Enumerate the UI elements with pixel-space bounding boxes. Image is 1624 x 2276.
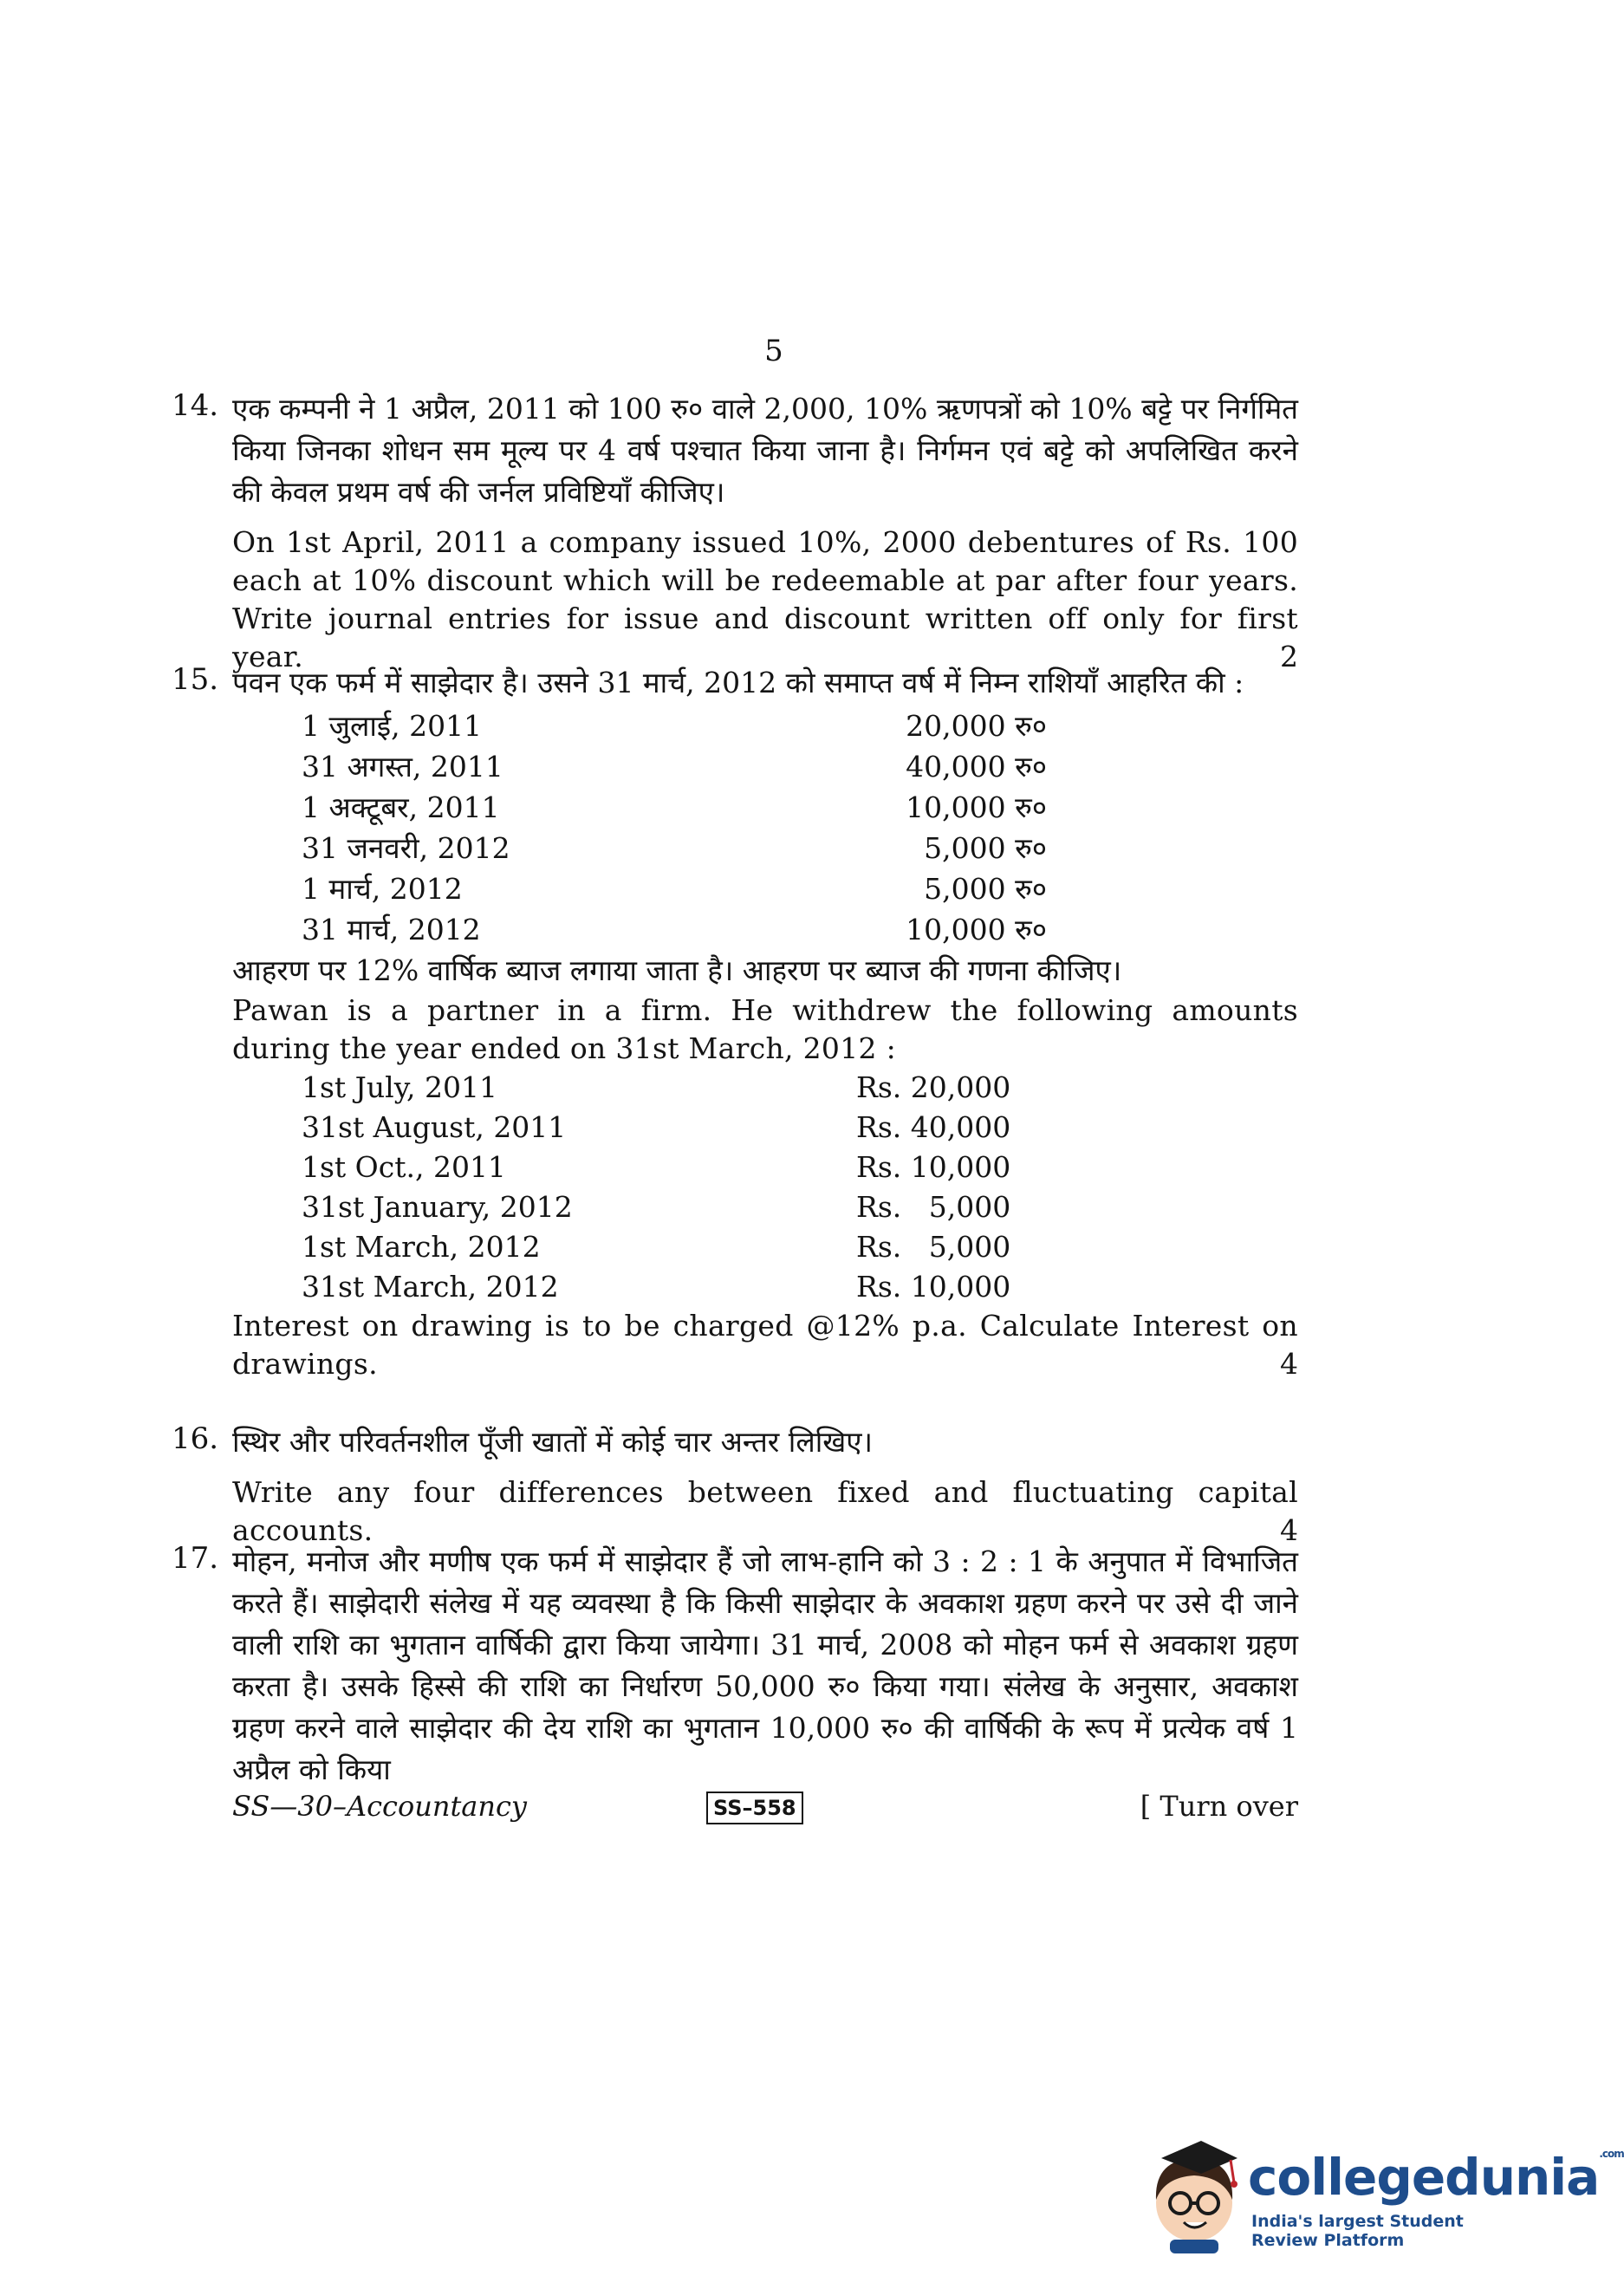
brand-tld: .com: [1599, 2148, 1624, 2160]
drawing-row: [302, 828, 1047, 868]
drawing-date: 31 जनवरी, 2012: [302, 831, 510, 865]
question-english: On 1st April, 2011 a company issued 10%, 2000 debentures of Rs. 100 each at 10% discount which will be redeemable at par after four years. Write journal entries for issue and discount written off only for first year.: [232, 525, 1298, 673]
drawing-amount: 10,000 रु०: [906, 913, 1047, 946]
question-number: 15.: [172, 662, 219, 697]
drawing-date: 1st July, 2011: [302, 1070, 497, 1104]
drawing-date: 1 जुलाई, 2011: [302, 709, 483, 743]
drawing-amount: Rs. 5,000: [856, 1190, 1011, 1224]
drawing-amount: 10,000 रु०: [906, 790, 1047, 824]
question-english: Write any four differences between fixed and fluctuating capital accounts.: [232, 1475, 1298, 1547]
drawing-row: [302, 1068, 1047, 1108]
question-marks: 4: [1280, 1513, 1298, 1547]
question-hindi: एक कम्पनी ने 1 अप्रैल, 2011 को 100 रु० वाले 2,000, 10% ऋणपत्रों को 10% बट्टे पर निर्गमित किया जिनका शोधन सम मूल्य पर 4 वर्ष पश्चात किया जाना है। निर्गमन एवं बट्टे को अपलिखित करने की केवल प्रथम वर्ष की जर्नल प्रविष्टियाँ कीजिए।: [232, 392, 1298, 509]
turn-over-note: [ Turn over: [1140, 1790, 1298, 1823]
drawing-amount: Rs. 20,000: [856, 1070, 1011, 1104]
drawing-date: 1 मार्च, 2012: [302, 872, 463, 906]
page-number: 5: [764, 334, 783, 368]
question-14: [172, 388, 1298, 676]
paper-code: SS—30–Accountancy: [232, 1790, 527, 1823]
question-marks: 4: [1280, 1347, 1298, 1381]
drawing-date: 1st Oct., 2011: [302, 1150, 506, 1184]
question-hindi: मोहन, मनोज और मणीष एक फर्म में साझेदार हैं जो लाभ-हानि को 3 : 2 : 1 के अनुपात में विभाजित करते हैं। साझेदारी संलेख में यह व्यवस्था है कि किसी साझेदार के अवकाश ग्रहण करने पर उसे दी जाने वाली राशि का भुगतान वार्षिकी द्वारा किया जायेगा। 31 मार्च, 2008 को मोहन फर्म से अवकाश ग्रहण करता है। उसके हिस्से की राशि का निर्धारण 50,000 रु० किया गया। संलेख के अनुसार, अवकाश ग्रहण करने वाले साझेदार की देय राशि का भुगतान 10,000 रु० की वार्षिकी के रूप में प्रत्येक वर्ष 1 अप्रैल को किया: [232, 1544, 1298, 1786]
drawing-row: [302, 1267, 1047, 1307]
collegedunia-watermark: [1144, 2132, 1624, 2253]
drawing-amount: 40,000 रु०: [906, 750, 1047, 784]
question-number: 14.: [172, 388, 219, 423]
hindi-drawings-list: [302, 706, 1047, 950]
drawing-amount: Rs. 40,000: [856, 1110, 1011, 1144]
drawing-amount: Rs. 10,000: [856, 1150, 1011, 1184]
question-english-intro: Pawan is a partner in a firm. He withdrew the following amounts during the year ended on 31st March, 2012 :: [232, 993, 1298, 1065]
drawing-row: [302, 868, 1047, 909]
brand-tagline: India's largest Student Review Platform: [1251, 2212, 1464, 2250]
drawing-amount: Rs. 5,000: [856, 1230, 1011, 1264]
drawing-row: [302, 1227, 1047, 1267]
question-hindi-outro: आहरण पर 12% वार्षिक ब्याज लगाया जाता है। आहरण पर ब्याज की गणना कीजिए।: [232, 953, 1122, 987]
question-15: [172, 662, 1298, 1383]
question-hindi-intro: पवन एक फर्म में साझेदार है। उसने 31 मार्च, 2012 को समाप्त वर्ष में निम्न राशियाँ आहरित की :: [232, 666, 1244, 699]
series-code-box: SS–558: [706, 1792, 803, 1824]
student-mascot-icon: [1144, 2132, 1244, 2253]
drawing-amount: 5,000 रु०: [924, 831, 1047, 865]
drawing-row: [302, 1108, 1047, 1148]
question-number: 16.: [172, 1421, 219, 1456]
drawing-row: [302, 706, 1047, 746]
drawing-row: [302, 746, 1047, 787]
drawing-row: [302, 1148, 1047, 1187]
drawing-row: [302, 1187, 1047, 1227]
drawing-date: 31st March, 2012: [302, 1270, 559, 1304]
drawing-amount: 5,000 रु०: [924, 872, 1047, 906]
question-marks: 2: [1280, 640, 1298, 673]
drawing-row: [302, 787, 1047, 828]
brand-name: collegedunia$^{.com}$: [1248, 2148, 1624, 2207]
drawing-amount: Rs. 10,000: [856, 1270, 1011, 1304]
english-drawings-list: [302, 1068, 1047, 1307]
drawing-row: [302, 909, 1047, 950]
drawing-date: 31st January, 2012: [302, 1190, 573, 1224]
drawing-date: 1st March, 2012: [302, 1230, 541, 1264]
drawing-amount: 20,000 रु०: [906, 709, 1047, 743]
question-english-outro: Interest on drawing is to be charged @12% p.a. Calculate Interest on drawings.: [232, 1309, 1298, 1381]
page-footer: [232, 1790, 1298, 1828]
drawing-date: 31 अगस्त, 2011: [302, 750, 503, 784]
question-hindi: स्थिर और परिवर्तनशील पूँजी खातों में कोई चार अन्तर लिखिए।: [232, 1425, 873, 1459]
drawing-date: 31 मार्च, 2012: [302, 913, 481, 946]
drawing-date: 31st August, 2011: [302, 1110, 567, 1144]
question-17: [172, 1541, 1298, 1791]
question-number: 17.: [172, 1541, 219, 1576]
question-16: [172, 1421, 1298, 1550]
drawing-date: 1 अक्टूबर, 2011: [302, 790, 500, 824]
